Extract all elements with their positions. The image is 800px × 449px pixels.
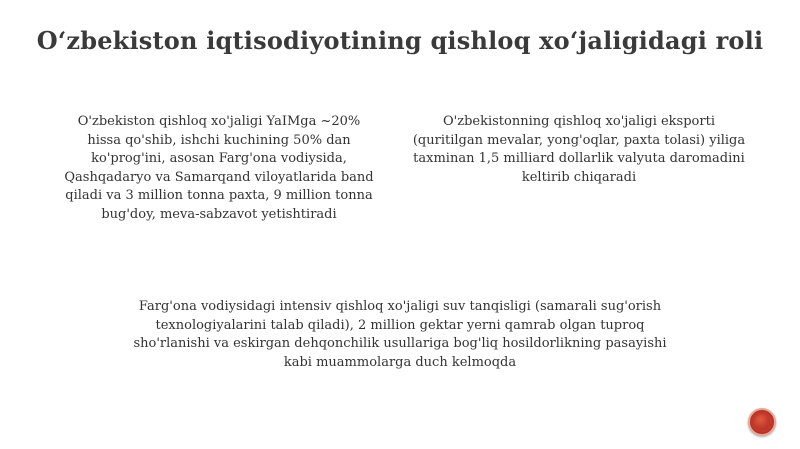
text-block-bottom: Farg'ona vodiysidagi intensiv qishloq xo'jaligi suv tanqisligi (samarali sug'orish texnologiyalarini talab qiladi), 2 million gektar yerni qamrab olgan tuproq sho'rlanishi va eskirgan dehqonchilik usullariga bog'liq hosildorlikning pasayishi kabi muammolarga duch kelmoqda bbox=[133, 299, 667, 370]
slide-title: O‘zbekiston iqtisodiyotining qishloq xo‘jaligidagi roli bbox=[36, 26, 764, 55]
circle-button-inner bbox=[754, 414, 770, 430]
text-block-left: O'zbekiston qishloq xo'jaligi YaIMga ~20% hissa qo'shib, ishchi kuchining 50% dan ko'prog'ini, asosan Farg'ona vodiysida, Qashqadaryo va Samarqand viloyatlarida band qiladi va 3 million tonna paxta, 9 million tonna bug'doy, meva-sabzavot yetishtiradi bbox=[64, 114, 374, 222]
circle-button-icon[interactable] bbox=[748, 408, 776, 436]
text-block-right: O'zbekistonning qishloq xo'jaligi eksporti (quritilgan mevalar, yong'oqlar, paxta tolasi) yiliga taxminan 1,5 milliard dollarlik valyuta daromadini keltirib chiqaradi bbox=[412, 114, 746, 185]
